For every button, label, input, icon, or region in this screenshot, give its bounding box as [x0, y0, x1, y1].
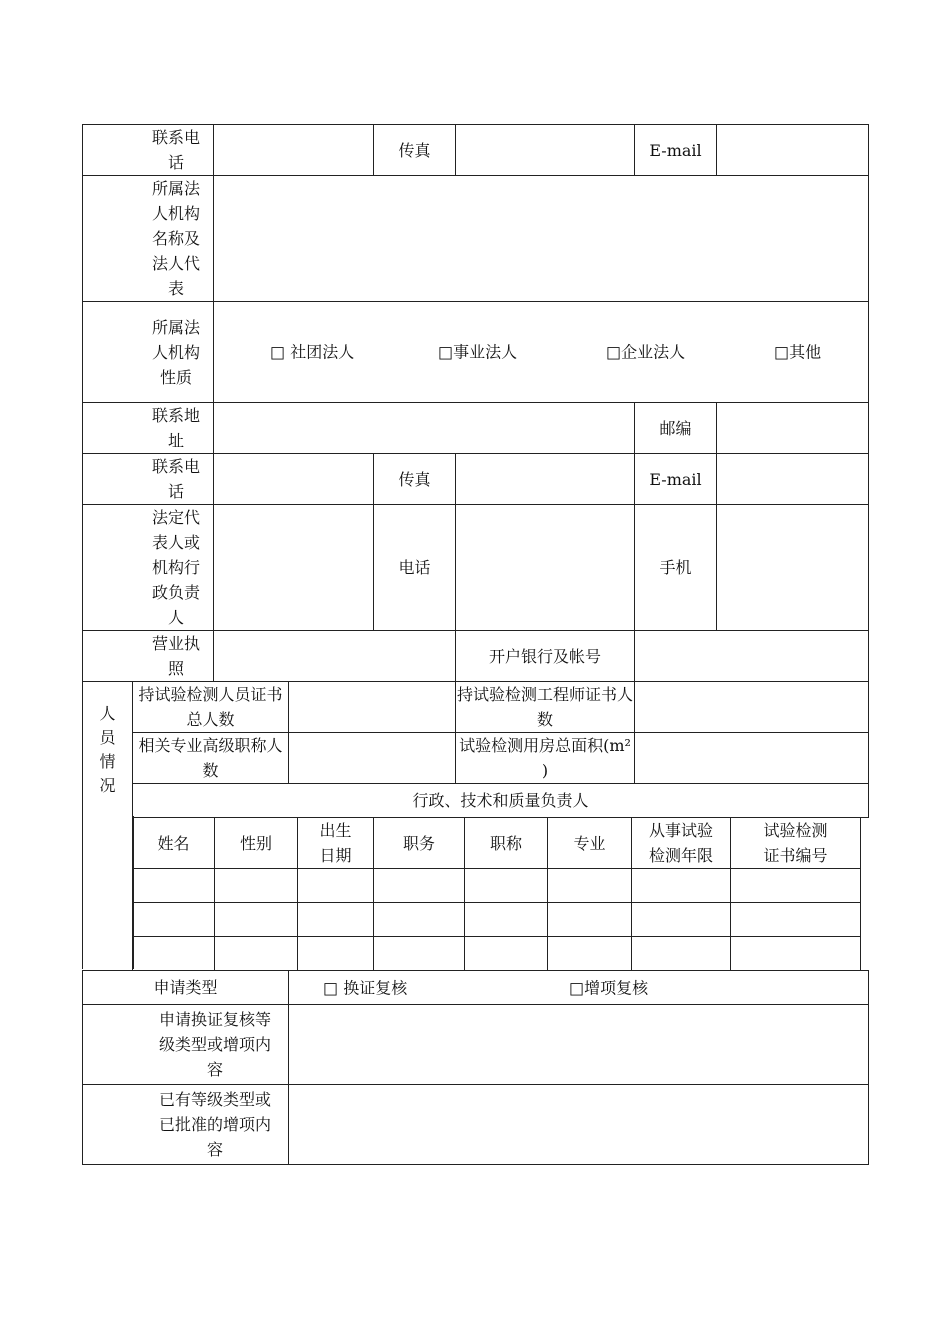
option-addition-review[interactable]: □增项复核 [569, 978, 649, 997]
cert-total-field[interactable] [289, 682, 456, 733]
cell[interactable] [133, 903, 215, 937]
business-license-label: 营业执照 [83, 631, 214, 682]
engineer-cert-label: 持试验检测工程师证书人数 [456, 682, 635, 733]
cell[interactable] [298, 937, 374, 971]
cell[interactable] [374, 937, 465, 971]
cell[interactable] [465, 937, 548, 971]
table-row [133, 903, 861, 937]
cell[interactable] [632, 903, 731, 937]
representative-field[interactable] [214, 505, 374, 631]
legal-entity-name-label: 所属法人机构名称及法人代表 [83, 176, 214, 302]
cell[interactable] [374, 869, 465, 903]
contact-phone-field[interactable] [214, 125, 374, 176]
cell[interactable] [632, 869, 731, 903]
cell[interactable] [298, 903, 374, 937]
col-gender: 性别 [215, 818, 298, 869]
cell[interactable] [632, 937, 731, 971]
cert-total-label: 持试验检测人员证书总人数 [133, 682, 289, 733]
senior-title-label: 相关专业高级职称人数 [133, 733, 289, 784]
option-institution-legal-person[interactable]: □事业法人 [438, 342, 518, 362]
cell[interactable] [133, 937, 215, 971]
legal-entity-nature-options [214, 302, 869, 403]
representative-mobile-field[interactable] [717, 505, 869, 631]
application-content-label: 申请换证复核等级类型或增项内容 [83, 1005, 289, 1085]
email-label-2: E-mail [635, 454, 717, 505]
address-field[interactable] [214, 403, 635, 454]
cell[interactable] [215, 903, 298, 937]
col-birthdate: 出生日期 [298, 818, 374, 869]
postcode-label: 邮编 [635, 403, 717, 454]
cell[interactable] [548, 903, 632, 937]
application-form [82, 124, 869, 1165]
cell[interactable] [731, 869, 861, 903]
cell[interactable] [298, 869, 374, 903]
cell[interactable] [374, 903, 465, 937]
cell[interactable] [465, 903, 548, 937]
application-type-options [289, 971, 869, 1005]
staff-table [82, 681, 869, 818]
col-title: 职称 [465, 818, 548, 869]
existing-grade-label: 已有等级类型或已批准的增项内容 [83, 1085, 289, 1165]
lab-area-label: 试验检测用房总面积(m² ) [456, 733, 635, 784]
contact-phone-field-2[interactable] [214, 454, 374, 505]
bank-account-field[interactable] [635, 631, 869, 682]
col-major: 专业 [548, 818, 632, 869]
contact-phone-label: 联系电话 [83, 125, 214, 176]
managers-title: 行政、技术和质量负责人 [133, 784, 869, 818]
managers-table [132, 817, 861, 971]
engineer-cert-field[interactable] [635, 682, 869, 733]
senior-title-field[interactable] [289, 733, 456, 784]
fax-label: 传真 [374, 125, 456, 176]
staff-section-spacer [82, 816, 134, 969]
cell[interactable] [731, 903, 861, 937]
representative-tel-label: 电话 [374, 505, 456, 631]
option-other[interactable]: □其他 [774, 342, 822, 362]
address-label: 联系地址 [83, 403, 214, 454]
cell[interactable] [133, 869, 215, 903]
bank-account-label: 开户银行及帐号 [456, 631, 635, 682]
fax-field-2[interactable] [456, 454, 635, 505]
option-social-legal-person[interactable]: □ 社团法人 [270, 342, 355, 362]
col-position: 职务 [374, 818, 465, 869]
email-label: E-mail [635, 125, 717, 176]
col-cert-number: 试验检测证书编号 [731, 818, 861, 869]
contact-phone-label-2: 联系电话 [83, 454, 214, 505]
form-upper-table [82, 124, 869, 682]
email-field[interactable] [717, 125, 869, 176]
managers-block [82, 817, 868, 971]
col-years: 从事试验检测年限 [632, 818, 731, 869]
fax-label-2: 传真 [374, 454, 456, 505]
table-row [133, 937, 861, 971]
cell[interactable] [215, 869, 298, 903]
cell[interactable] [215, 937, 298, 971]
email-field-2[interactable] [717, 454, 869, 505]
option-renewal-review[interactable]: □ 换证复核 [323, 978, 408, 997]
application-table [82, 970, 869, 1165]
option-enterprise-legal-person[interactable]: □企业法人 [606, 342, 686, 362]
col-name: 姓名 [133, 818, 215, 869]
postcode-field[interactable] [717, 403, 869, 454]
application-content-field[interactable] [289, 1005, 869, 1085]
cell[interactable] [731, 937, 861, 971]
application-type-label: 申请类型 [83, 971, 289, 1005]
legal-entity-nature-label: 所属法人机构性质 [83, 302, 214, 403]
representative-label: 法定代表人或机构行政负责人 [83, 505, 214, 631]
legal-entity-name-field[interactable] [214, 176, 869, 302]
staff-section-label: 人员情况 [83, 682, 133, 818]
representative-tel-field[interactable] [456, 505, 635, 631]
cell[interactable] [465, 869, 548, 903]
representative-mobile-label: 手机 [635, 505, 717, 631]
lab-area-field[interactable] [635, 733, 869, 784]
existing-grade-field[interactable] [289, 1085, 869, 1165]
table-row [133, 869, 861, 903]
business-license-field[interactable] [214, 631, 456, 682]
fax-field[interactable] [456, 125, 635, 176]
cell[interactable] [548, 937, 632, 971]
cell[interactable] [548, 869, 632, 903]
